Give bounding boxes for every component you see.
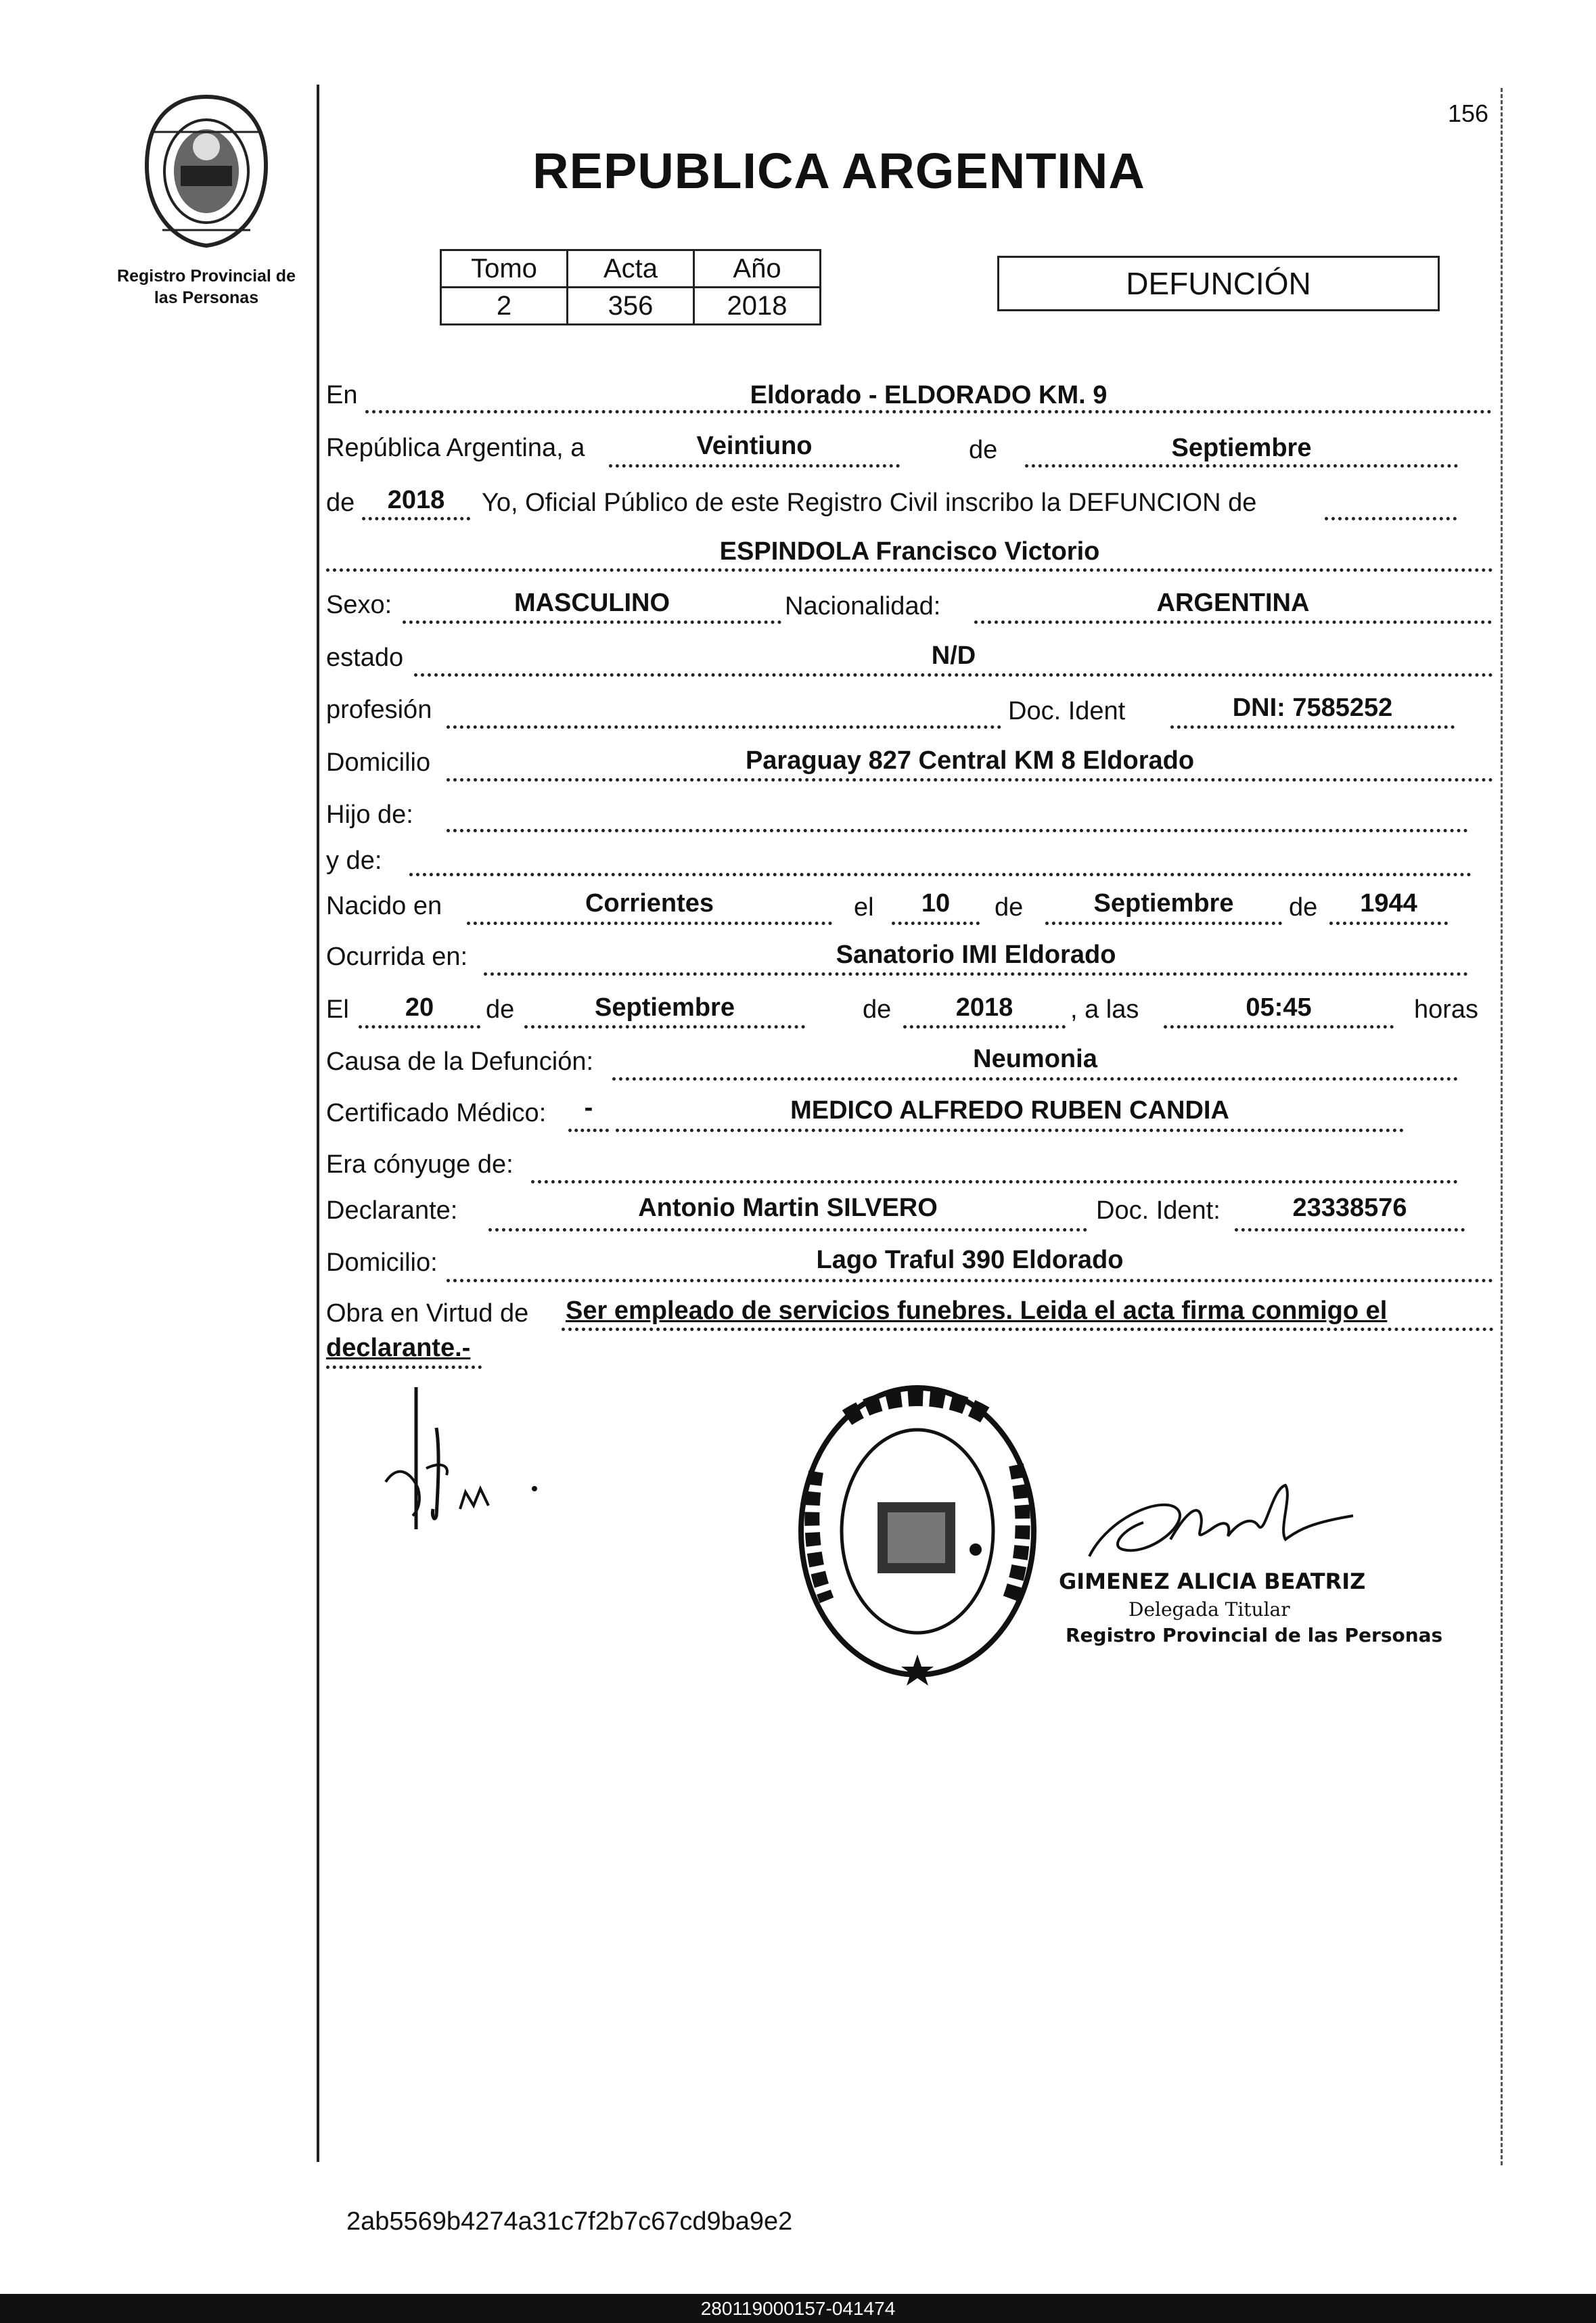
obra-dots <box>562 1328 1494 1331</box>
en-label: En <box>326 381 358 409</box>
causa-value: Neumonia <box>973 1045 1097 1073</box>
death-month: Septiembre <box>595 993 735 1022</box>
causa-dots <box>612 1077 1458 1081</box>
el-label: el <box>854 893 874 922</box>
domicilio2-value: Lago Traful 390 Eldorado <box>816 1246 1124 1274</box>
death-de2: de <box>863 995 892 1024</box>
certificado-mark-dots <box>568 1129 609 1132</box>
nacionalidad-value: ARGENTINA <box>1156 589 1310 617</box>
anio-value: 2018 <box>694 288 821 325</box>
domicilio-value: Paraguay 827 Central KM 8 Eldorado <box>745 746 1195 775</box>
right-edge-line <box>1501 88 1503 2165</box>
nacionalidad-dots <box>974 621 1492 624</box>
birth-de2: de <box>1289 893 1318 922</box>
official-name: GIMENEZ ALICIA BEATRIZ <box>1059 1569 1366 1594</box>
anio-header: Año <box>694 250 821 288</box>
death-time-dots <box>1164 1025 1394 1029</box>
declarante-value: Antonio Martin SILVERO <box>638 1194 938 1222</box>
footer-code: 280119000157-041474 <box>700 2297 896 2319</box>
sexo-dots <box>403 621 781 624</box>
document-hash: 2ab5569b4274a31c7f2b7c67cd9ba9e2 <box>346 2207 793 2236</box>
month-dots <box>1025 464 1458 468</box>
death-year-dots <box>903 1025 1066 1029</box>
year-prefix: de <box>326 489 355 517</box>
hijo-dots <box>447 829 1468 832</box>
y-de-dots <box>409 873 1472 876</box>
profesion-dots <box>447 725 1001 729</box>
certificado-dots <box>616 1129 1404 1132</box>
nacido-place: Corrientes <box>585 889 714 918</box>
obra-dots-2 <box>326 1366 482 1369</box>
en-value: Eldorado - ELDORADO KM. 9 <box>750 381 1108 409</box>
day-words: Veintiuno <box>696 432 813 460</box>
doc-dots <box>1170 725 1455 729</box>
birth-de1: de <box>995 893 1024 922</box>
ocurrida-label: Ocurrida en: <box>326 943 468 971</box>
doc-value: DNI: 7585252 <box>1232 694 1393 722</box>
y-de-label: y de: <box>326 847 382 875</box>
sexo-value: MASCULINO <box>514 589 670 617</box>
hijo-label: Hijo de: <box>326 800 413 829</box>
record-table-header <box>441 250 821 288</box>
name-dots <box>326 568 1493 572</box>
year-value: 2018 <box>387 486 445 514</box>
death-day: 20 <box>405 993 434 1022</box>
official-role: Delegada Titular <box>1128 1598 1290 1621</box>
republica-label: República Argentina, a <box>326 434 585 462</box>
obra-value-2: declarante.- <box>326 1334 471 1362</box>
document-title: REPUBLICA ARGENTINA <box>532 143 1145 199</box>
birth-month-dots <box>1045 922 1282 925</box>
death-day-dots <box>359 1025 480 1029</box>
nacido-label: Nacido en <box>326 892 442 920</box>
estado-label: estado <box>326 644 404 672</box>
birth-month: Septiembre <box>1093 889 1234 918</box>
horas-label: horas <box>1414 995 1479 1024</box>
declarante-label: Declarante: <box>326 1196 458 1225</box>
domicilio-label: Domicilio <box>326 748 431 777</box>
acta-header: Acta <box>568 250 694 288</box>
official-signature-icon <box>1082 1475 1367 1570</box>
page-number: 156 <box>1448 99 1489 127</box>
registry-caption: Registro Provincial de las Personas <box>117 267 296 307</box>
footer-bar <box>0 2294 1596 2323</box>
causa-label: Causa de la Defunción: <box>326 1047 594 1076</box>
sexo-label: Sexo: <box>326 591 392 619</box>
estado-dots <box>414 673 1493 677</box>
oficial-dots <box>1325 517 1457 520</box>
provincial-seal-icon <box>139 91 274 250</box>
en-dots <box>365 410 1492 413</box>
death-time: 05:45 <box>1246 993 1312 1022</box>
doc-label: Doc. Ident <box>1008 697 1126 725</box>
nacido-place-dots <box>467 922 832 925</box>
certificado-mark: - <box>584 1093 593 1122</box>
ocurrida-dots <box>484 972 1468 976</box>
declarante-doc-label: Doc. Ident: <box>1096 1196 1221 1225</box>
act-type-box: DEFUNCIÓN <box>997 256 1440 311</box>
registry-stamp-icon <box>793 1377 1042 1688</box>
record-table-values <box>441 288 821 325</box>
birth-year-dots <box>1329 922 1448 925</box>
official-org: Registro Provincial de las Personas <box>1066 1624 1443 1646</box>
day-dots <box>609 464 900 468</box>
month-value: Septiembre <box>1171 434 1312 462</box>
estado-value: N/D <box>931 641 976 670</box>
acta-value: 356 <box>568 288 694 325</box>
margin-line <box>317 85 319 2162</box>
death-de1: de <box>486 995 515 1024</box>
oficial-text: Yo, Oficial Público de este Registro Civil inscribo la DEFUNCION de <box>482 489 1257 517</box>
declarante-doc-value: 23338576 <box>1292 1194 1407 1222</box>
obra-value-1: Ser empleado de servicios funebres. Leida el acta firma conmigo el <box>566 1296 1388 1325</box>
obra-label: Obra en Virtud de <box>326 1299 529 1328</box>
deceased-name: ESPINDOLA Francisco Victorio <box>719 537 1100 566</box>
tomo-header: Tomo <box>441 250 568 288</box>
certificado-value: MEDICO ALFREDO RUBEN CANDIA <box>790 1096 1229 1125</box>
declarante-dots <box>488 1228 1087 1232</box>
a-las-label: , a las <box>1070 995 1139 1024</box>
birth-year: 1944 <box>1360 889 1417 918</box>
domicilio2-label: Domicilio: <box>326 1248 438 1277</box>
conyuge-label: Era cónyuge de: <box>326 1150 514 1179</box>
death-year: 2018 <box>955 993 1013 1022</box>
conyuge-dots <box>531 1180 1458 1183</box>
el-cap-label: El <box>326 995 349 1024</box>
domicilio-dots <box>447 778 1493 782</box>
tomo-value: 2 <box>441 288 568 325</box>
record-table <box>440 249 821 325</box>
domicilio2-dots <box>447 1279 1493 1282</box>
death-month-dots <box>524 1025 805 1029</box>
certificado-label: Certificado Médico: <box>326 1099 547 1127</box>
declarante-doc-dots <box>1235 1228 1465 1232</box>
ocurrida-value: Sanatorio IMI Eldorado <box>836 941 1116 969</box>
de-label: de <box>969 436 998 464</box>
year-dots <box>362 517 470 520</box>
declarant-signature-icon <box>372 1380 562 1543</box>
nacionalidad-label: Nacionalidad: <box>785 592 941 621</box>
profesion-label: profesión <box>326 696 432 724</box>
birth-day: 10 <box>921 889 951 918</box>
birth-day-dots <box>892 922 980 925</box>
